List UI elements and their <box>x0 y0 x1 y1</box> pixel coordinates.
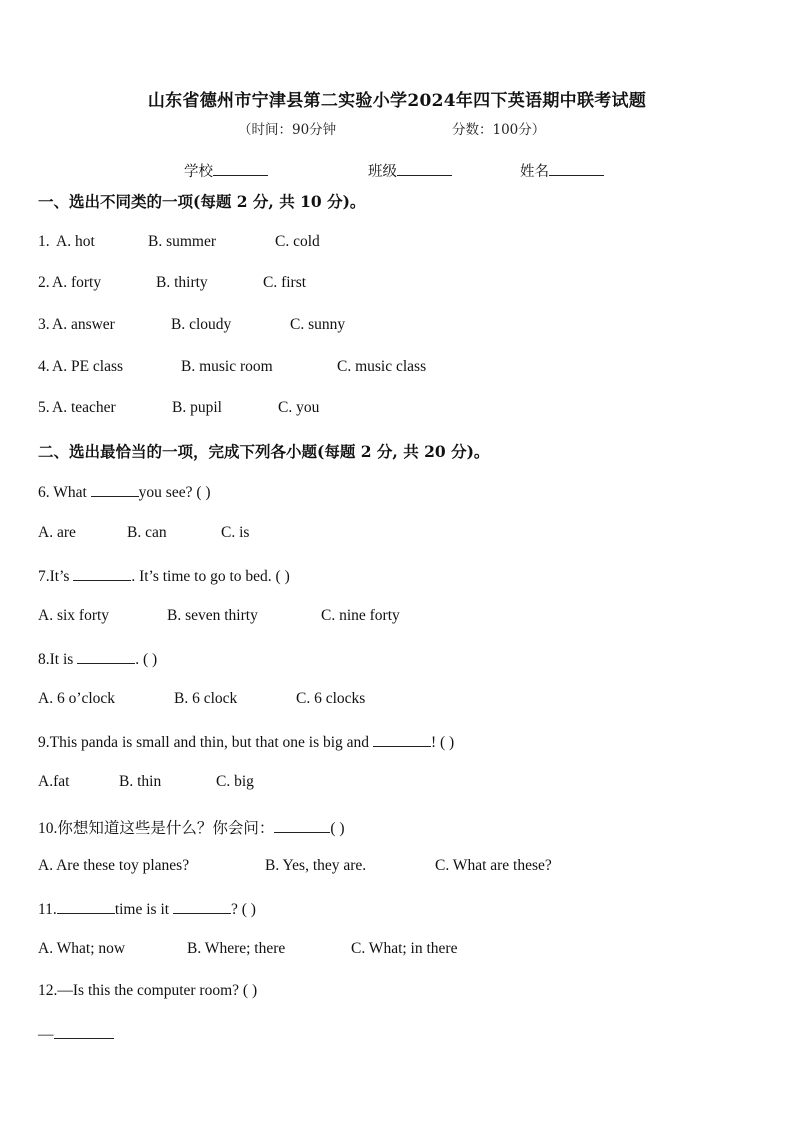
question-text: 9.This panda is small and thin, but that one is big and <box>38 734 373 751</box>
option-b[interactable]: B. thirty <box>156 274 208 291</box>
answer-blank[interactable] <box>274 818 330 833</box>
class-label: 班级 <box>368 164 397 180</box>
option-a[interactable]: A. hot <box>56 233 95 250</box>
option-b[interactable]: B. summer <box>148 233 217 250</box>
answer-blank[interactable] <box>54 1024 114 1039</box>
option-c[interactable]: C. you <box>278 399 320 416</box>
question-number: 2. <box>38 274 50 291</box>
question-5 <box>38 399 738 417</box>
option-b[interactable]: B. Yes, they are. <box>265 857 367 874</box>
question-text-mid: time is it <box>114 901 173 918</box>
class-blank[interactable] <box>397 161 452 176</box>
page-title: 山东省德州市宁津县第二实验小学2024年四下英语期中联考试题 <box>147 91 647 111</box>
question-4 <box>38 358 738 376</box>
answer-blank-1[interactable] <box>57 899 115 914</box>
option-a[interactable]: A. What; now <box>38 940 126 957</box>
answer-blank-2[interactable] <box>173 899 231 914</box>
question-text: 6. What <box>38 484 91 501</box>
option-c[interactable]: C. nine forty <box>321 607 400 624</box>
question-8 <box>38 649 157 669</box>
option-c[interactable]: C. sunny <box>290 316 346 333</box>
question-number: 4. <box>38 358 50 375</box>
name-label: 姓名 <box>520 164 549 180</box>
exam-score: 分数：100分） <box>452 122 546 138</box>
question-text: 11. <box>38 901 57 918</box>
option-c[interactable]: C. music class <box>337 358 427 375</box>
option-a[interactable]: A. answer <box>52 316 115 333</box>
option-b[interactable]: B. seven thirty <box>167 607 258 624</box>
answer-blank[interactable] <box>73 566 131 581</box>
question-6 <box>38 482 211 502</box>
question-text-end: . It’s time to go to bed. ( ) <box>131 568 290 585</box>
question-10 <box>38 816 345 838</box>
option-a[interactable]: A. six forty <box>38 607 110 624</box>
question-number: 1. <box>38 233 50 250</box>
name-field[interactable] <box>520 160 604 181</box>
question-text: 7.It’s <box>38 568 74 585</box>
school-blank[interactable] <box>213 161 268 176</box>
school-field[interactable] <box>184 160 268 181</box>
option-c[interactable]: C. 6 clocks <box>296 690 366 707</box>
option-b[interactable]: B. cloudy <box>171 316 232 333</box>
option-b[interactable]: B. thin <box>119 773 162 790</box>
option-a[interactable]: A.fat <box>38 773 70 790</box>
option-b[interactable]: B. 6 clock <box>174 690 238 707</box>
class-field[interactable] <box>368 160 452 181</box>
question-3 <box>38 316 738 334</box>
option-a[interactable]: A. Are these toy planes? <box>38 857 190 874</box>
option-c[interactable]: C. big <box>216 773 254 790</box>
question-12-answer <box>38 1024 114 1044</box>
question-text-end: . ( ) <box>135 651 158 668</box>
option-c[interactable]: C. first <box>263 274 307 291</box>
option-c[interactable]: C. cold <box>275 233 320 250</box>
section-1-heading: 一、选出不同类的一项(每题 2 分, 共 10 分)。 <box>38 192 366 211</box>
question-number: 5. <box>38 399 50 416</box>
question-text-end: you see? ( ) <box>138 484 211 501</box>
option-a[interactable]: A. are <box>38 524 76 541</box>
question-7 <box>38 566 290 586</box>
name-blank[interactable] <box>549 161 604 176</box>
section-2-heading: 二、选出最恰当的一项，完成下列各小题(每题 2 分, 共 20 分)。 <box>38 442 490 461</box>
school-label: 学校 <box>184 164 213 180</box>
question-text: 8.It is <box>38 651 78 668</box>
option-b[interactable]: B. can <box>127 524 167 541</box>
question-9 <box>38 732 454 752</box>
question-text-end: ? ( ) <box>230 901 256 918</box>
option-a[interactable]: A. forty <box>52 274 102 291</box>
answer-blank[interactable] <box>77 649 135 664</box>
option-a[interactable]: A. teacher <box>52 399 116 416</box>
option-a[interactable]: A. PE class <box>52 358 124 375</box>
answer-blank[interactable] <box>373 732 431 747</box>
option-b[interactable]: B. Where; there <box>187 940 286 957</box>
question-1 <box>38 233 738 251</box>
question-11 <box>38 899 256 919</box>
question-text-end: ! ( ) <box>430 734 455 751</box>
answer-dash: — <box>38 1026 54 1043</box>
option-c[interactable]: C. What; in there <box>351 940 458 957</box>
option-c[interactable]: C. is <box>221 524 250 541</box>
question-text-end: ( ) <box>330 820 345 837</box>
exam-time: （时间：90分钟 <box>238 122 337 138</box>
option-b[interactable]: B. pupil <box>172 399 222 416</box>
question-12: 12.—Is this the computer room? ( ) <box>38 982 258 999</box>
option-b[interactable]: B. music room <box>181 358 273 375</box>
question-number: 3. <box>38 316 50 333</box>
answer-blank[interactable] <box>91 482 139 497</box>
option-c[interactable]: C. What are these? <box>435 857 552 874</box>
question-text: 10.你想知道这些是什么？你会问： <box>38 820 275 837</box>
question-2 <box>38 274 738 292</box>
option-a[interactable]: A. 6 o’clock <box>38 690 116 707</box>
